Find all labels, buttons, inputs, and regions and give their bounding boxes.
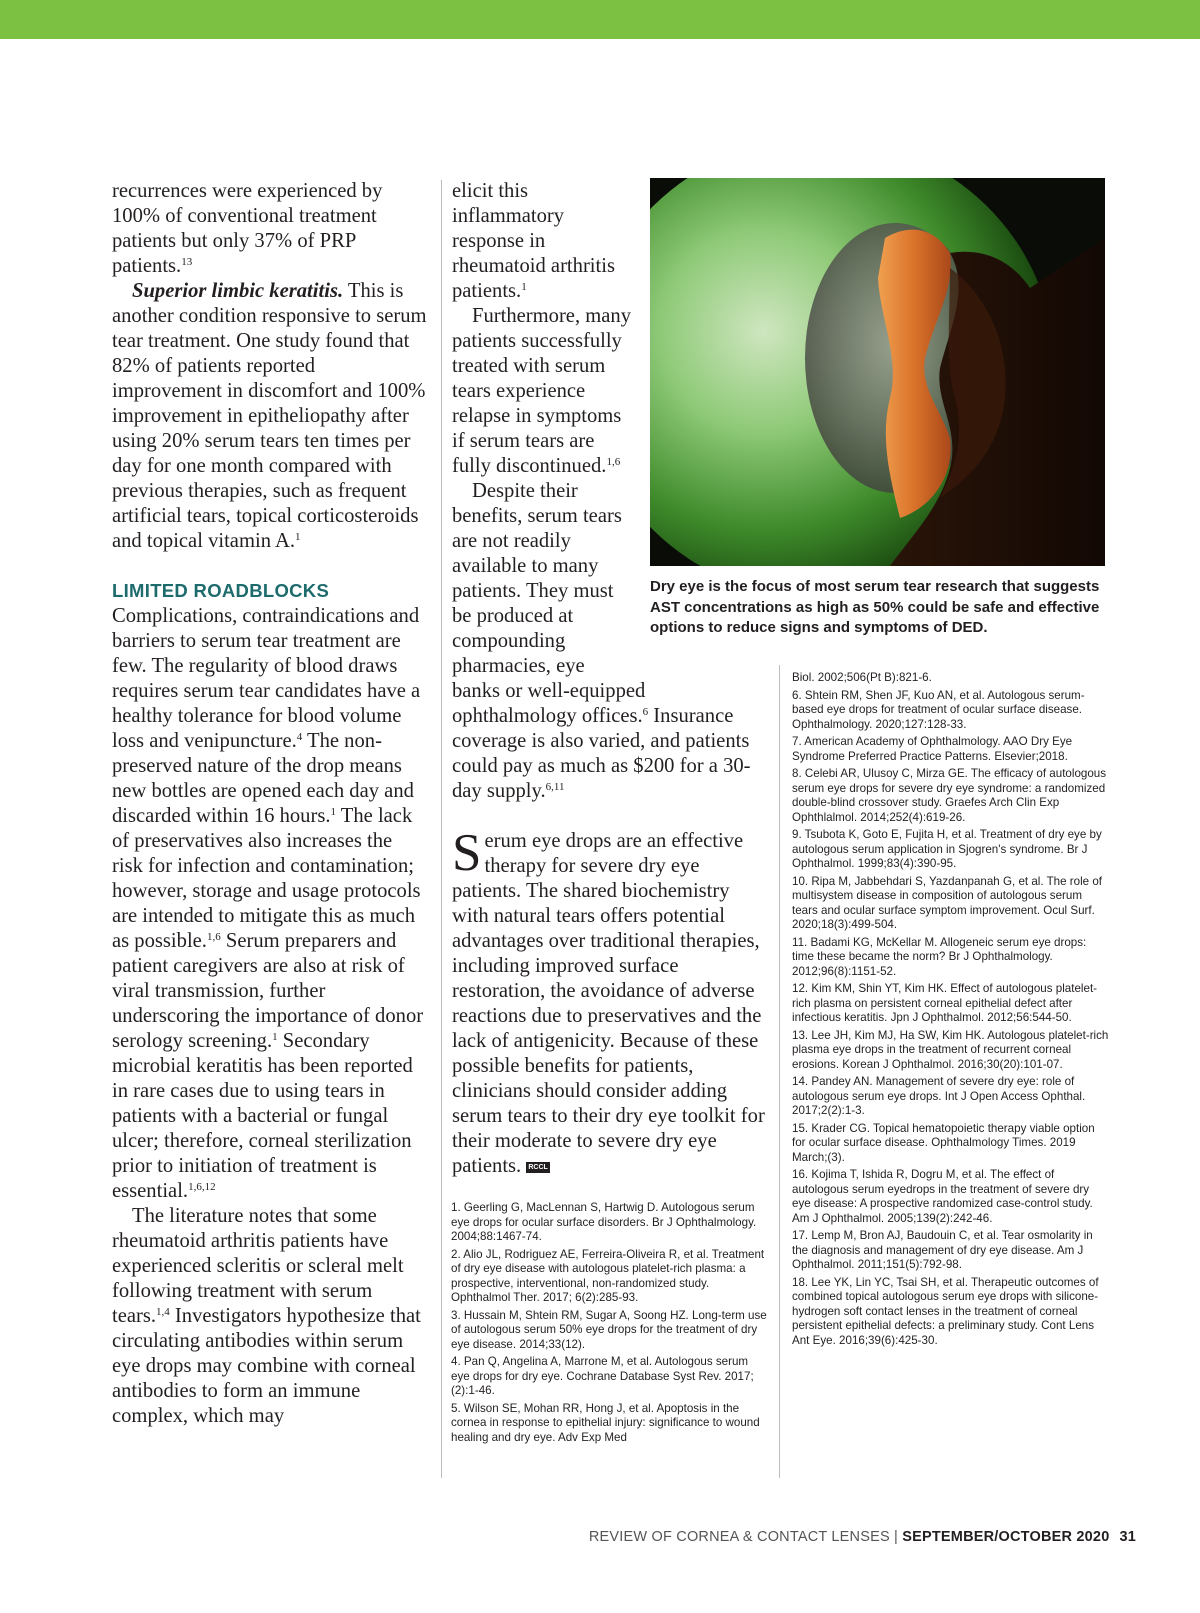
article-column-1 <box>112 179 428 1429</box>
page-number: 31 <box>1119 1529 1136 1545</box>
citation-superscript: 1 <box>330 806 336 818</box>
reference-item: 12. Kim KM, Shin YT, Kim HK. Effect of autologous platelet-rich plasma on persistent corneal epithelial defect after infectious keratitis. Jpn J Ophthalmol. 2012;56:544-50. <box>792 982 1098 1024</box>
paragraph <box>112 179 428 279</box>
paragraph <box>112 604 428 1204</box>
issue-date: SEPTEMBER/OCTOBER 2020 <box>902 1529 1110 1545</box>
references-list-part-1 <box>451 1201 769 1448</box>
paragraph <box>452 479 632 679</box>
paragraph-text: Insurance coverage is also varied, and patients could pay as much as $200 for a 30-day supply. <box>452 705 751 802</box>
narrow-text-block <box>452 179 632 679</box>
reference-item: 9. Tsubota K, Goto E, Fujita H, et al. Treatment of dry eye by autologous serum application in Sjogren's syndrome. Br J Ophthalmol. 1999;83(4):390-95. <box>792 828 1102 870</box>
paragraph-text: The lack of preservatives also increases the risk for infection and contamination; however, storage and usage protocols are intended to mitigate this as much as possible. <box>112 805 421 952</box>
reference-item: 1. Geerling G, MacLennan S, Hartwig D. Autologous serum eye drops for ocular surface disorders. Br J Ophthalmology. 2004;88:1467-74. <box>451 1201 757 1243</box>
citation-superscript: 1,6 <box>606 456 621 468</box>
paragraph <box>452 179 632 304</box>
end-mark-logo: RCCL <box>528 1164 548 1171</box>
reference-item: 15. Krader CG. Topical hematopoietic therapy viable option for ocular surface disease. Ophthalmology Times. 2019 March;(3). <box>792 1121 1095 1164</box>
paragraph-text: elicit this inflammatory response in rheumatoid arthritis patients. <box>452 180 615 302</box>
reference-item: 8. Celebi AR, Ulusoy C, Mirza GE. The efficacy of autologous serum eye drops for severe dry eye syndrome: a randomized double-blind crossover study. Graefes Arch Clin Exp Ophthlalmol. 2014;252(4):619-26. <box>792 767 1107 824</box>
references-divider <box>779 665 780 1478</box>
paragraph-text: Complications, contraindications and barriers to serum tear treatment are few. The regularity of blood draws requires serum tear candidates have a healthy tolerance for blood volume loss and venipuncture. <box>112 605 421 752</box>
paragraph-text: This is another condition responsive to serum tear treatment. One study found that 82% of patients reported improvement in discomfort and 100% improvement in epitheliopathy after using 20% serum tears ten times per day for one month compared with previous therapies, such as frequent artificial tears, topical corticosteroids and topical vitamin A. <box>112 280 427 552</box>
reference-item: 2. Alio JL, Rodriguez AE, Ferreira-Oliveira R, et al. Treatment of dry eye disease with autologous platelet-rich plasma: a prospective, interventional, non-randomized study. Ophthalmol Ther. 2017; 6(2):285-93. <box>451 1247 765 1304</box>
reference-item: Biol. 2002;506(Pt B):821-6. <box>792 671 932 684</box>
reference-item: 4. Pan Q, Angelina A, Marrone M, et al. Autologous serum eye drops for dry eye. Cochrane Database Syst Rev. 2017;(2):1-46. <box>451 1355 754 1397</box>
paragraph-text: Secondary microbial keratitis has been reported in rare cases due to using tears in patients with a bacterial or fungal ulcer; therefore, corneal sterilization prior to initiation of treatment is essential. <box>112 1030 413 1202</box>
reference-item: 17. Lemp M, Bron AJ, Baudouin C, et al. Tear osmolarity in the diagnosis and management of dry eye disease. Am J Ophthalmol. 2011;151(5):792-98. <box>792 1229 1093 1271</box>
section-heading: LIMITED ROADBLOCKS <box>112 580 330 601</box>
publication-name: REVIEW OF CORNEA & CONTACT LENSES <box>588 1529 890 1545</box>
column-divider <box>441 180 442 1478</box>
paragraph-text: The non-preserved nature of the drop means new bottles are opened each day and discarded within 16 hours. <box>112 730 414 827</box>
paragraph <box>112 1204 428 1429</box>
figure-caption: Dry eye is the focus of most serum tear research that suggests AST concentrations as high as 50% could be safe and effective options to reduce signs and symptoms of DED. <box>650 578 1100 636</box>
paragraph-text: Despite their benefits, serum tears are not readily available to many patients. They must be produced at compounding pharmacies, eye <box>452 480 622 677</box>
reference-item: 16. Kojima T, Ishida R, Dogru M, et al. The effect of autologous serum eyedrops in the treatment of severe dry eye disease: A prospective randomized case-control study. Am J Ophthalmol. 2005;139(2):242-46. <box>792 1168 1093 1225</box>
paragraph <box>112 279 428 554</box>
eye-photograph <box>650 178 1105 566</box>
slit-lamp-eye-image <box>650 178 1105 566</box>
references-list-part-2 <box>792 671 1110 1351</box>
citation-superscript: 1,4 <box>156 1306 170 1318</box>
drop-cap: S <box>452 824 482 882</box>
citation-superscript: 13 <box>181 256 193 268</box>
reference-item: 10. Ripa M, Jabbehdari S, Yazdanpanah G, et al. The role of multisystem disease in composition of autologous serum tears and ocular surface symptom improvement. Ocul Surf. 2020;18(3):499-504. <box>792 874 1103 931</box>
footer-separator: | <box>889 1529 903 1545</box>
paragraph-text: recurrences were experienced by 100% of conventional treatment patients but only 37% of PRP patients. <box>112 180 383 277</box>
reference-item: 6. Shtein RM, Shen JF, Kuo AN, et al. Autologous serum-based eye drops for treatment of ocular surface disease. Ophthalmology. 2020;127:128-33. <box>792 688 1085 731</box>
citation-superscript: 1,6,12 <box>188 1181 216 1193</box>
page-footer <box>589 1529 1136 1545</box>
reference-item: 7. American Academy of Ophthalmology. AAO Dry Eye Syndrome Preferred Practice Patterns. Elsevier;2018. <box>792 735 1073 763</box>
reference-item: 3. Hussain M, Shtein RM, Sugar A, Soong HZ. Long-term use of autologous serum 50% eye drops for the treatment of dry eye disease. 2014;33(12). <box>451 1308 767 1351</box>
paragraph-text: The literature notes that some rheumatoid arthritis patients have experienced scleritis or scleral melt following treatment with serum tears. <box>112 1205 404 1327</box>
paragraph-text: banks or well-equipped ophthalmology offices. <box>452 680 646 727</box>
citation-superscript: 1 <box>521 281 527 293</box>
paragraph <box>452 304 632 479</box>
citation-superscript: 1,6 <box>206 931 221 943</box>
reference-item: 11. Badami KG, McKellar M. Allogeneic serum eye drops: time these became the norm? Br J Ophthalmology. 2012;96(8):1151-52. <box>792 935 1087 978</box>
paragraph-text: erum eye drops are an effective therapy for severe dry eye patients. The shared biochemistry with natural tears offers potential advantages over traditional therapies, including improved surface restoration, the avoidance of adverse reactions due to preservatives and the lack of antigenicity. Because of these possible benefits for patients, clinicians should consider adding serum tears to their dry eye toolkit for their moderate to severe dry eye patients. <box>452 830 765 1177</box>
reference-item: 18. Lee YK, Lin YC, Tsai SH, et al. Therapeutic outcomes of combined topical autologous serum eye drops with silicone-hydrogen soft contact lenses in the treatment of corneal persistent epithelial defects: a preliminary study. Cont Lens Ant Eye. 2016;39(6):425-30. <box>792 1275 1099 1347</box>
citation-superscript: 6,11 <box>545 781 565 793</box>
subsection-lead: Superior limbic keratitis. <box>132 280 344 302</box>
reference-item: 5. Wilson SE, Mohan RR, Hong J, et al. Apoptosis in the cornea in response to epithelial injury: significance to wound healing and dry eye. Adv Exp Med <box>451 1401 760 1444</box>
reference-item: 14. Pandey AN. Management of severe dry eye: role of autologous serum eye drops. Int J Open Access Ophthal. 2017;2(2):1-3. <box>792 1075 1086 1117</box>
reference-item: 13. Lee JH, Kim MJ, Ha SW, Kim HK. Autologous platelet-rich plasma eye drops in the treatment of recurrent corneal erosions. Korean J Ophthalmol. 2016;30(20):101-07. <box>792 1028 1109 1071</box>
paragraph-text: Investigators hypothesize that circulating antibodies within serum eye drops may combine with corneal antibodies to form an immune complex, which may <box>112 1305 421 1427</box>
citation-superscript: 6 <box>642 706 649 718</box>
paragraph-text: Furthermore, many patients successfully treated with serum tears experience relapse in symptoms if serum tears are fully discontinued. <box>452 305 631 477</box>
paragraph-text: Serum preparers and patient caregivers are also at risk of viral transmission, further underscoring the importance of donor serology screening. <box>112 930 424 1052</box>
citation-superscript: 1 <box>295 531 301 543</box>
header-color-band <box>0 0 1200 39</box>
citation-superscript: 1 <box>272 1031 278 1043</box>
paragraph <box>452 679 770 804</box>
citation-superscript: 4 <box>296 731 303 743</box>
conclusion-paragraph <box>452 824 770 1179</box>
